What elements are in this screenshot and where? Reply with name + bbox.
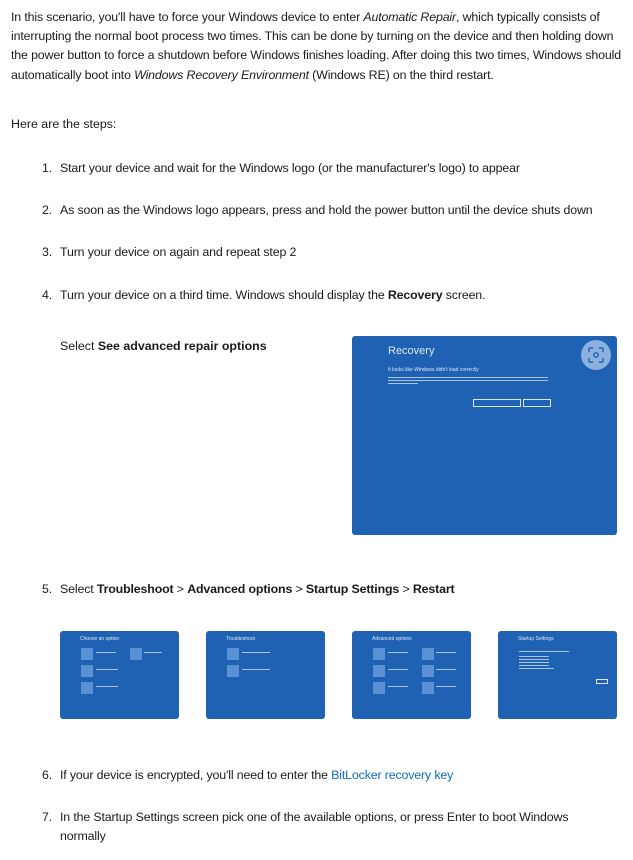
advanced-options-term: Advanced options (187, 582, 293, 596)
intro-paragraph (11, 8, 623, 85)
intro-text: , which typically consists of interrupting the normal boot process two times. This can be done by turning on the device and then holding down the power button to force a shutdown before Windows finishes loading. After doing this two times, Windows should automatically boot into (11, 10, 621, 82)
restart-pc-button (523, 399, 551, 407)
step-text: In the Startup Settings screen pick one of the available options, or press Enter to boot Windows normally (60, 810, 569, 844)
troubleshoot-term: Troubleshoot (96, 582, 174, 596)
troubleshoot-title: Troubleshoot (226, 636, 255, 642)
step-text: Start your device and wait for the Windows logo (or the manufacturer's logo) to appear (60, 161, 520, 175)
startup-settings-screenshot (498, 631, 617, 719)
step-number: 5. (42, 582, 53, 596)
visual-search-icon (588, 347, 604, 363)
intro-text: In this scenario, you'll have to force your Windows device to enter (11, 10, 364, 24)
step-text (60, 766, 630, 785)
step-number: 1. (42, 161, 53, 175)
advanced-options-screenshot (352, 631, 471, 719)
recovery-term: Recovery (387, 288, 443, 302)
step-number: 3. (42, 245, 53, 259)
step-number: 6. (42, 768, 53, 782)
step-text: As soon as the Windows logo appears, press and hold the power button until the device shuts down (60, 203, 593, 217)
steps-label: Here are the steps: (11, 117, 117, 131)
visual-search-button[interactable] (581, 340, 611, 370)
recovery-heading: It looks like Windows didn't load correctly (388, 367, 479, 373)
step-text (60, 286, 630, 305)
step-text-part: If your device is encrypted, you'll need to enter the (60, 768, 332, 782)
troubleshoot-screenshot (206, 631, 325, 719)
substep-see-advanced (60, 337, 267, 356)
advanced-options-title: Advanced options (372, 636, 412, 642)
step-number: 2. (42, 203, 53, 217)
see-advanced-options-button (473, 399, 521, 407)
step-text-part: Turn your device on a third time. Windows should display the (60, 288, 388, 302)
step-number: 7. (42, 810, 53, 824)
see-advanced-repair-term: See advanced repair options (97, 339, 267, 353)
step-text-part: Select (60, 582, 97, 596)
choose-option-title: Choose an option (80, 636, 120, 642)
separator: > (399, 582, 413, 596)
separator: > (173, 582, 188, 596)
step-text-part: screen. (442, 288, 486, 302)
step-text (60, 580, 630, 599)
startup-settings-title: Startup Settings (518, 636, 554, 642)
restart-term: Restart (412, 582, 455, 596)
bitlocker-recovery-key-link[interactable]: BitLocker recovery key (331, 768, 454, 782)
separator: > (292, 582, 306, 596)
recovery-screenshot (352, 336, 617, 535)
step-text: Turn your device on again and repeat step 2 (60, 245, 297, 259)
step-number: 4. (42, 288, 53, 302)
recovery-title: Recovery (388, 345, 435, 357)
substep-text: Select (60, 339, 98, 353)
windows-re-term: Windows Recovery Environment (134, 67, 309, 82)
startup-settings-term: Startup Settings (305, 582, 400, 596)
automatic-repair-term: Automatic Repair (363, 10, 457, 24)
choose-option-screenshot (60, 631, 179, 719)
intro-text: (Windows RE) on the third restart. (308, 67, 494, 82)
